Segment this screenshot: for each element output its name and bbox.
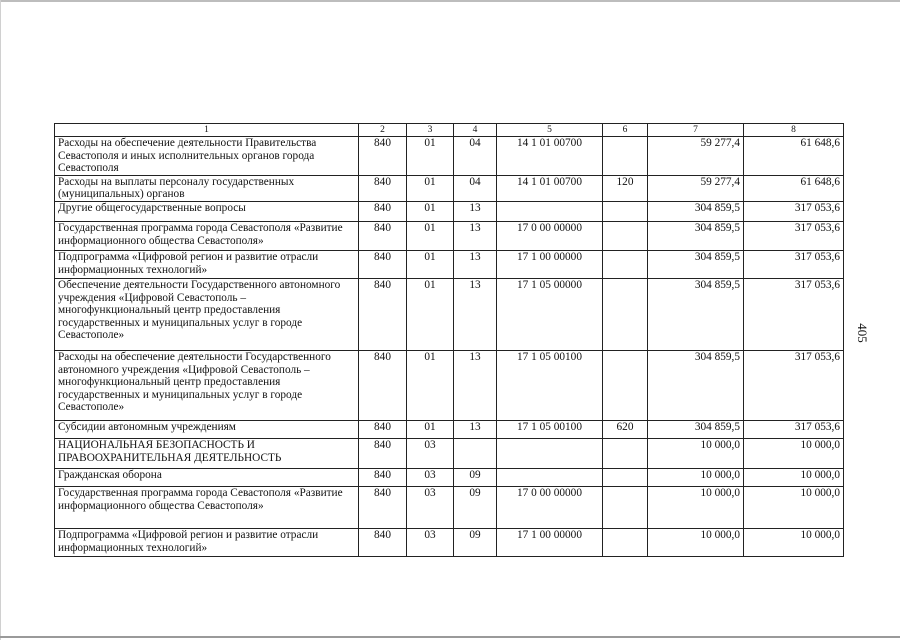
- cell-ministry: 840: [359, 420, 407, 438]
- row-name: Подпрограмма «Цифровой регион и развитие отрасли информационных технологий»: [55, 528, 359, 556]
- cell-section: 03: [407, 528, 454, 556]
- cell-amount-8: 10 000,0: [744, 438, 844, 468]
- cell-ministry: 840: [359, 486, 407, 528]
- cell-subsection: 09: [454, 528, 497, 556]
- cell-expense-type: [603, 221, 648, 250]
- table-row: [55, 486, 844, 528]
- cell-subsection: 13: [454, 221, 497, 250]
- cell-amount-8: 61 648,6: [744, 137, 844, 176]
- cell-expense-type: [603, 486, 648, 528]
- cell-section: 01: [407, 137, 454, 176]
- row-name: Расходы на обеспечение деятельности Правительства Севастополя и иных исполнительных органов города Севастополя: [55, 137, 359, 176]
- cell-target-article: 14 1 01 00700: [497, 175, 603, 201]
- cell-amount-8: 317 053,6: [744, 278, 844, 350]
- cell-section: 01: [407, 350, 454, 420]
- cell-subsection: 13: [454, 201, 497, 221]
- cell-expense-type: [603, 278, 648, 350]
- row-name: Обеспечение деятельности Государственного автономного учреждения «Цифровой Севастополь – многофункциональный центр предоставления государственных и муниципальных услуг в городе Севастополе»: [55, 278, 359, 350]
- cell-amount-7: 304 859,5: [648, 420, 744, 438]
- table-row: [55, 250, 844, 278]
- cell-target-article: 17 1 05 00100: [497, 350, 603, 420]
- table-row: [55, 350, 844, 420]
- table-row: [55, 221, 844, 250]
- cell-expense-type: 120: [603, 175, 648, 201]
- row-name: Субсидии автономным учреждениям: [55, 420, 359, 438]
- cell-subsection: 13: [454, 250, 497, 278]
- cell-amount-8: 10 000,0: [744, 486, 844, 528]
- cell-section: 01: [407, 250, 454, 278]
- header-cell: 5: [497, 124, 603, 137]
- cell-section: 01: [407, 278, 454, 350]
- cell-target-article: 17 1 00 00000: [497, 528, 603, 556]
- cell-expense-type: [603, 468, 648, 486]
- cell-amount-7: 59 277,4: [648, 137, 744, 176]
- header-cell: 6: [603, 124, 648, 137]
- cell-subsection: 13: [454, 278, 497, 350]
- cell-target-article: 14 1 01 00700: [497, 137, 603, 176]
- header-cell: 4: [454, 124, 497, 137]
- cell-target-article: 17 1 05 00100: [497, 420, 603, 438]
- scan-edge-bottom: [0, 636, 900, 638]
- cell-ministry: 840: [359, 468, 407, 486]
- cell-subsection: 09: [454, 468, 497, 486]
- cell-expense-type: [603, 528, 648, 556]
- cell-target-article: 17 0 00 00000: [497, 221, 603, 250]
- cell-amount-7: 304 859,5: [648, 221, 744, 250]
- row-name: Государственная программа города Севастополя «Развитие информационного общества Севастополя»: [55, 486, 359, 528]
- cell-amount-8: 317 053,6: [744, 201, 844, 221]
- row-name: Расходы на обеспечение деятельности Государственного автономного учреждения «Цифровой Севастополь – многофункциональный центр предоставления государственных и муниципальных услуг в городе Севастополе»: [55, 350, 359, 420]
- cell-section: 03: [407, 486, 454, 528]
- cell-section: 01: [407, 175, 454, 201]
- cell-expense-type: [603, 438, 648, 468]
- table-row: [55, 201, 844, 221]
- cell-ministry: 840: [359, 528, 407, 556]
- header-cell: 7: [648, 124, 744, 137]
- cell-subsection: 13: [454, 350, 497, 420]
- cell-ministry: 840: [359, 438, 407, 468]
- cell-section: 03: [407, 468, 454, 486]
- cell-amount-7: 59 277,4: [648, 175, 744, 201]
- row-name: Другие общегосударственные вопросы: [55, 201, 359, 221]
- cell-target-article: [497, 438, 603, 468]
- cell-section: 01: [407, 420, 454, 438]
- table-row: [55, 420, 844, 438]
- cell-expense-type: [603, 350, 648, 420]
- cell-amount-8: 10 000,0: [744, 468, 844, 486]
- scan-edge-top: [0, 0, 900, 2]
- cell-target-article: 17 1 00 00000: [497, 250, 603, 278]
- cell-amount-8: 317 053,6: [744, 420, 844, 438]
- cell-amount-8: 61 648,6: [744, 175, 844, 201]
- table-row: [55, 278, 844, 350]
- row-name: Расходы на выплаты персоналу государственных (муниципальных) органов: [55, 175, 359, 201]
- cell-amount-7: 10 000,0: [648, 468, 744, 486]
- cell-target-article: [497, 468, 603, 486]
- cell-amount-7: 304 859,5: [648, 250, 744, 278]
- cell-section: 01: [407, 221, 454, 250]
- cell-amount-7: 304 859,5: [648, 278, 744, 350]
- scan-edge-left: [0, 0, 1, 640]
- cell-target-article: 17 1 05 00000: [497, 278, 603, 350]
- row-name: Государственная программа города Севастополя «Развитие информационного общества Севастополя»: [55, 221, 359, 250]
- cell-amount-7: 10 000,0: [648, 528, 744, 556]
- cell-amount-7: 10 000,0: [648, 438, 744, 468]
- cell-amount-8: 317 053,6: [744, 221, 844, 250]
- cell-target-article: [497, 201, 603, 221]
- cell-target-article: 17 0 00 00000: [497, 486, 603, 528]
- table-row: [55, 438, 844, 468]
- header-cell: 8: [744, 124, 844, 137]
- page-number: 405: [854, 323, 870, 343]
- table-row: [55, 468, 844, 486]
- cell-ministry: 840: [359, 350, 407, 420]
- cell-amount-7: 304 859,5: [648, 201, 744, 221]
- cell-ministry: 840: [359, 201, 407, 221]
- cell-ministry: 840: [359, 250, 407, 278]
- cell-subsection: [454, 438, 497, 468]
- header-row: [55, 124, 844, 137]
- row-name: Подпрограмма «Цифровой регион и развитие отрасли информационных технологий»: [55, 250, 359, 278]
- cell-subsection: 04: [454, 137, 497, 176]
- budget-table: [54, 123, 844, 557]
- cell-amount-8: 317 053,6: [744, 250, 844, 278]
- cell-expense-type: [603, 201, 648, 221]
- header-cell: 2: [359, 124, 407, 137]
- cell-ministry: 840: [359, 221, 407, 250]
- cell-amount-7: 304 859,5: [648, 350, 744, 420]
- cell-expense-type: [603, 250, 648, 278]
- cell-subsection: 13: [454, 420, 497, 438]
- cell-amount-8: 10 000,0: [744, 528, 844, 556]
- cell-ministry: 840: [359, 175, 407, 201]
- cell-section: 01: [407, 201, 454, 221]
- cell-expense-type: [603, 137, 648, 176]
- table-row: [55, 528, 844, 556]
- cell-section: 03: [407, 438, 454, 468]
- header-cell: 3: [407, 124, 454, 137]
- cell-subsection: 09: [454, 486, 497, 528]
- table-row: [55, 137, 844, 176]
- cell-ministry: 840: [359, 278, 407, 350]
- cell-expense-type: 620: [603, 420, 648, 438]
- cell-ministry: 840: [359, 137, 407, 176]
- cell-amount-7: 10 000,0: [648, 486, 744, 528]
- row-name: НАЦИОНАЛЬНАЯ БЕЗОПАСНОСТЬ И ПРАВООХРАНИТЕЛЬНАЯ ДЕЯТЕЛЬНОСТЬ: [55, 438, 359, 468]
- table-row: [55, 175, 844, 201]
- row-name: Гражданская оборона: [55, 468, 359, 486]
- cell-subsection: 04: [454, 175, 497, 201]
- header-cell: 1: [55, 124, 359, 137]
- cell-amount-8: 317 053,6: [744, 350, 844, 420]
